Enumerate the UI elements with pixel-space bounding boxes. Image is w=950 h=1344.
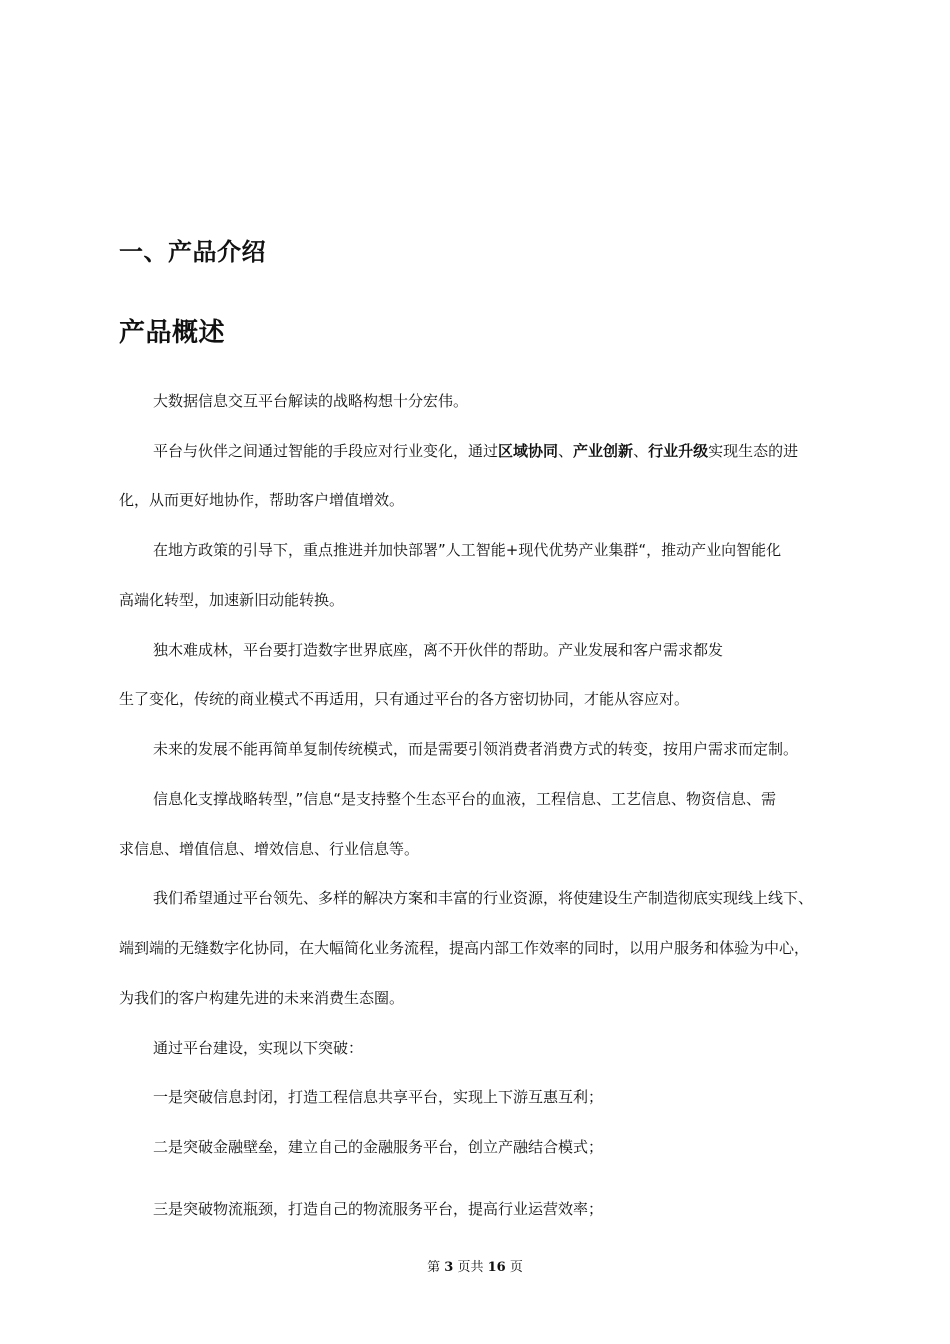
paragraph-platform-line2: 化，从而更好地协作，帮助客户增值增效。 (119, 491, 405, 509)
paragraph-future: 未来的发展不能再简单复制传统模式，而是需要引领消费者消费方式的转变，按用户需求而定制。 (153, 740, 799, 758)
paragraph-policy-line1: 在地方政策的引导下，重点推进并加快部署”人工智能+现代优势产业集群“，推动产业向智能化 (153, 541, 782, 559)
paragraph-information-line1: 信息化支撑战略转型，”信息“是支持整个生态平台的血液，工程信息、工艺信息、物资信息、需 (153, 790, 777, 808)
current-page-number: 3 (444, 1260, 454, 1275)
paragraph-vision-line3: 为我们的客户构建先进的未来消费生态圈。 (119, 989, 405, 1007)
section-heading: 一、产品介绍 (119, 238, 266, 266)
page-footer: 第 3 页共 16 页 (427, 1260, 523, 1275)
breakthrough-item-information: 一是突破信息封闭，打造工程信息共享平台，实现上下游互惠互利； (153, 1088, 604, 1106)
subsection-heading: 产品概述 (119, 318, 226, 348)
total-page-number: 16 (487, 1260, 506, 1275)
paragraph-platform-line1: 平台与伙伴之间通过智能的手段应对行业变化，通过区域协同、产业创新、行业升级实现生态的进 (153, 442, 799, 460)
paragraph-information-line2: 求信息、增值信息、增效信息、行业信息等。 (119, 840, 420, 858)
paragraph-policy-line2: 高端化转型，加速新旧动能转换。 (119, 591, 345, 609)
paragraph-vision-line2: 端到端的无缝数字化协同，在大幅简化业务流程，提高内部工作效率的同时，以用户服务和体验为中心， (119, 939, 810, 957)
breakthrough-item-finance: 二是突破金融壁垒，建立自己的金融服务平台，创立产融结合模式； (153, 1138, 604, 1156)
paragraph-breakthroughs: 通过平台建设，实现以下突破： (153, 1039, 364, 1057)
paragraph-vision-line1: 我们希望通过平台领先、多样的解决方案和丰富的行业资源，将使建设生产制造彻底实现线上线下、 (153, 889, 814, 907)
paragraph-partners-line2: 生了变化，传统的商业模式不再适用，只有通过平台的各方密切协同，才能从容应对。 (119, 690, 690, 708)
emphasis-industry-innovation: 产业创新 (573, 442, 634, 460)
emphasis-regional-collaboration: 区域协同 (498, 442, 559, 460)
breakthrough-item-logistics: 三是突破物流瓶颈，打造自己的物流服务平台，提高行业运营效率； (153, 1200, 604, 1218)
emphasis-industry-upgrade: 行业升级 (648, 442, 709, 460)
paragraph-partners-line1: 独木难成林，平台要打造数字世界底座，离不开伙伴的帮助。产业发展和客户需求都发 (153, 641, 724, 659)
paragraph-intro: 大数据信息交互平台解读的战略构想十分宏伟。 (153, 392, 469, 410)
